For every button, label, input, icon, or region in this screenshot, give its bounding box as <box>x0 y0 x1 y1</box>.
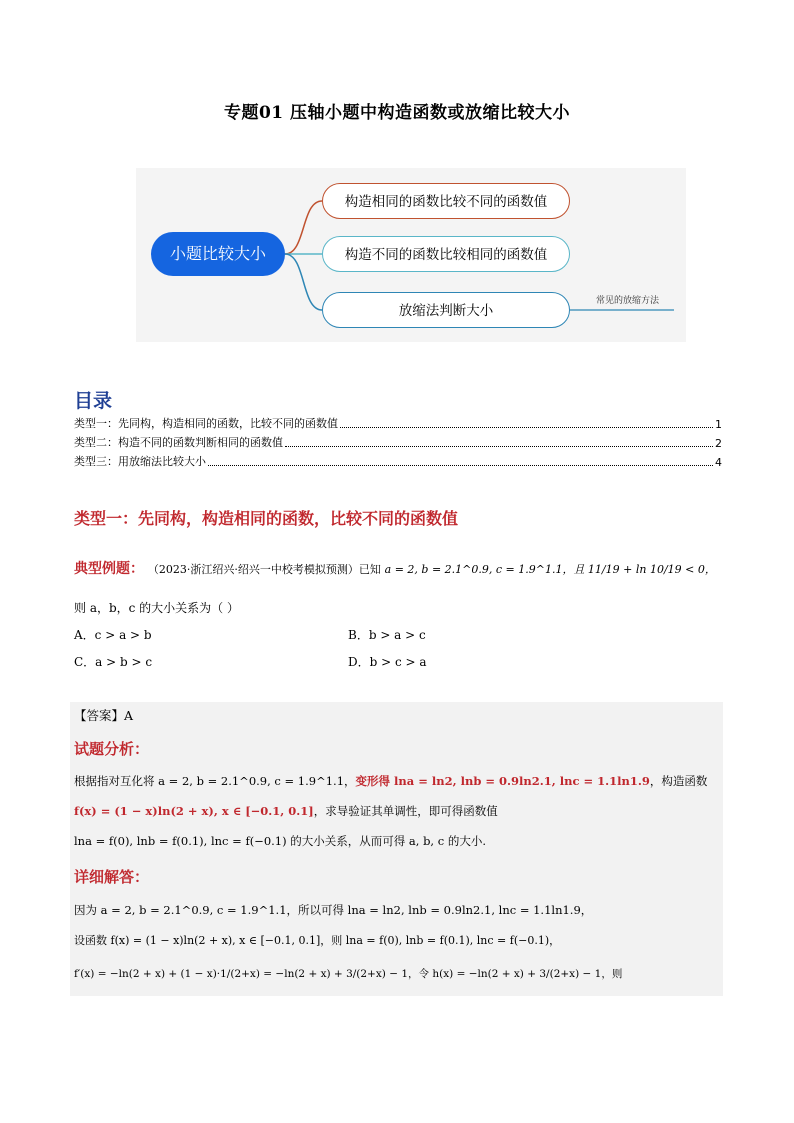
detail-line-1: 因为 a = 2, b = 2.1^0.9, c = 1.9^1.1，所以可得 lna = ln2, lnb = 0.9ln2.1, lnc = 1.1ln1.9， <box>74 903 593 917</box>
mind-map <box>136 168 686 342</box>
analysis-text: ，求导验证其单调性，即可得函数值 <box>313 804 498 818</box>
analysis-highlight: f(x) = (1 − x)ln(2 + x), x ∈ [−0.1, 0.1] <box>74 804 314 818</box>
toc-item[interactable] <box>74 415 722 431</box>
mind-map-note: 常见的放缩方法 <box>596 296 660 306</box>
toc-item-label: 类型一：先同构，构造相同的函数，比较不同的函数值 <box>74 417 338 430</box>
answer-label: 【答案】A <box>74 708 134 723</box>
toc-item-label: 类型三：用放缩法比较大小 <box>74 455 206 468</box>
analysis-text: 根据指对互化将 a = 2, b = 2.1^0.9, c = 1.9^1.1， <box>74 774 356 788</box>
analysis-line-3: lna = f(0), lnb = f(0.1), lnc = f(−0.1) 的大小关系，从而可得 a, b, c 的大小. <box>74 834 486 848</box>
mind-map-branch: 构造不同的函数比较相同的函数值 <box>322 236 570 272</box>
example-given: a = 2, b = 2.1^0.9, c = 1.9^1.1，且 11/19 + ln 10/19 < 0， <box>384 563 716 576</box>
toc-item[interactable] <box>74 453 722 469</box>
toc-heading: 目录 <box>74 390 113 412</box>
analysis-text: ，构造函数 <box>649 774 708 788</box>
detail-line-3: f′(x) = −ln(2 + x) + (1 − x)·1/(2+x) = −ln(2 + x) + 3/(2+x) − 1，令 h(x) = −ln(2 + x) + 3/(2+x) − 1，则 <box>74 968 623 980</box>
toc-item-page: 2 <box>715 437 722 450</box>
detail-line-2: 设函数 f(x) = (1 − x)ln(2 + x), x ∈ [−0.1, 0.1]，则 lna = f(0), lnb = f(0.1), lnc = f(−0.1)， <box>74 934 561 947</box>
mind-map-branch: 构造相同的函数比较不同的函数值 <box>322 183 570 219</box>
analysis-label: 试题分析： <box>74 740 150 758</box>
example-source: （2023·浙江绍兴·绍兴一中校考模拟预测）已知 <box>147 563 381 576</box>
mind-map-center: 小题比较大小 <box>151 232 285 276</box>
mind-map-branch: 放缩法判断大小 <box>322 292 570 328</box>
page-title: 专题01 压轴小题中构造函数或放缩比较大小 <box>223 103 571 123</box>
example-stem <box>74 558 716 578</box>
option-d[interactable]: D．b > c > a <box>348 655 427 669</box>
toc-item-label: 类型二：构造不同的函数判断相同的函数值 <box>74 436 283 449</box>
toc-item[interactable] <box>74 434 722 450</box>
answer-panel <box>70 702 723 996</box>
analysis-line-2 <box>74 803 722 819</box>
option-c[interactable]: C．a > b > c <box>74 655 153 669</box>
section-title: 类型一：先同构，构造相同的函数，比较不同的函数值 <box>74 509 459 528</box>
option-b[interactable]: B．b > a > c <box>348 628 426 642</box>
analysis-line-1 <box>74 773 722 789</box>
detail-label: 详细解答： <box>74 868 150 886</box>
example-label: 典型例题： <box>74 561 144 577</box>
toc-item-page: 4 <box>715 456 722 469</box>
toc-item-page: 1 <box>715 418 722 431</box>
option-a[interactable]: A．c > a > b <box>74 628 152 642</box>
example-question: 则 a，b，c 的大小关系为（ ） <box>74 601 240 615</box>
analysis-highlight: 变形得 lna = ln2, lnb = 0.9ln2.1, lnc = 1.1ln1.9 <box>355 774 650 788</box>
